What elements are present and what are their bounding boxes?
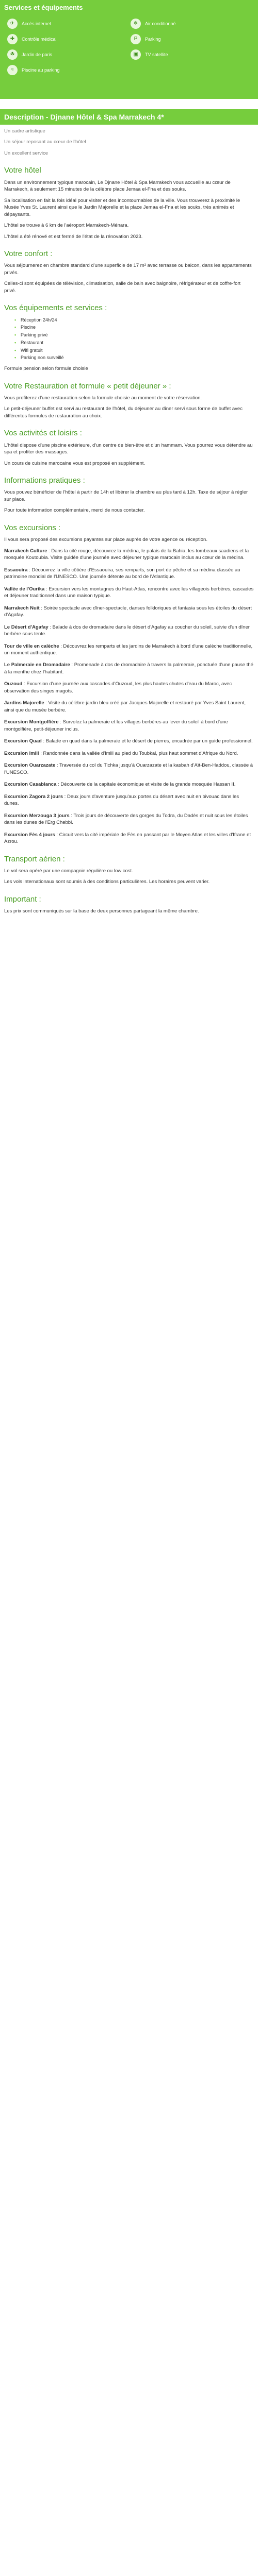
excursion-separator: : (41, 738, 46, 744)
excursion-item (4, 738, 254, 744)
excursion-name: Marrakech Culture (4, 548, 47, 554)
services-title: Services et équipements (0, 0, 258, 15)
tv-icon: ▣ (131, 49, 141, 60)
equipment-item: • Parking privé (14, 332, 254, 338)
excursion-separator: : (69, 812, 74, 819)
pension-line: Formule pension selon formule choisie (4, 366, 88, 372)
excursion-item (4, 681, 254, 694)
excursion-name: Excursion Montgolfière (4, 719, 59, 725)
excursion-item (4, 762, 254, 776)
equipment-item: • Restaurant (14, 340, 254, 346)
excursion-text: Circuit vers la cité impériale de Fès en passant par le Moyen Atlas et les villes d'Ifrane et Azrou. (4, 832, 251, 845)
excursion-separator: : (59, 643, 63, 649)
excursion-text: Survolez la palmeraie et les villages berbères au lever du soleil à bord d'une montgolfière, petit-déjeuner inclus. (4, 719, 228, 732)
equipment-item: • Piscine (14, 324, 254, 331)
excursion-item (4, 750, 254, 757)
excursion-text: Découvrez les remparts et les jardins de Marrakech à bord d'une calèche traditionnelle, un moment authentique. (4, 643, 253, 656)
excursion-separator: : (55, 762, 60, 769)
service-item (7, 19, 127, 29)
excursion-name: Essaouira (4, 567, 28, 573)
excursion-text: Excursion vers les montagnes du Haut-Atlas, rencontre avec les villageois berbères, cascades et déjeuner traditionnel dans une maison typique. (4, 586, 254, 599)
activities-text-2: Un cours de cuisine marocaine vous est proposé en supplément. (4, 460, 146, 466)
restauration-text-1: Vous profiterez d'une restauration selon la formule choisie au moment de votre réservation. (4, 395, 202, 401)
excursion-item (4, 624, 254, 638)
excursion-text: Randonnée dans la vallée d'Imlil au pied du Toubkal, plus haut sommet d'Afrique du Nord. (43, 750, 238, 756)
snowflake-icon: ❄ (131, 19, 141, 29)
excursion-item (4, 586, 254, 600)
excursion-item (4, 832, 254, 845)
service-label: Contrôle médical (22, 37, 57, 42)
car-icon: ✚ (7, 34, 18, 44)
intro-line-1: Un cadre artistique (4, 128, 45, 134)
service-label: Jardin de paris (22, 52, 53, 58)
service-label: TV satellite (145, 52, 168, 58)
excursion-text: Trois jours de découverte des gorges du Todra, du Dadès et nuit sous les étoiles dans les dunes de l'Erg Chebbi. (4, 812, 248, 826)
hotel-text-4: L'hôtel a été rénové et est fermé de l'état de la rénovation 2023. (4, 233, 143, 240)
excursion-separator: : (48, 624, 53, 630)
hotel-text-2: Sa localisation en fait la fois idéal pour visiter et des incontournables de la ville. Vous trouverez à proximité le Musée Yves St. Laurent ainsi que le Jardin Majorelle et la place Jemaa el-Fna et les souks, très animés et dépaysants. (4, 197, 240, 217)
excursion-text: Traversée du col du Tichka jusqu'à Ouarzazate et la kasbah d'Aït-Ben-Haddou, classée à l'UNESCO. (4, 762, 253, 775)
excursion-text: Découvrez la ville côtière d'Essaouira, ses remparts, son port de pêche et sa médina classée au patrimoine mondial de l'UNESCO. Une journée détente au bord de l'Atlantique. (4, 567, 240, 580)
services-panel (0, 0, 258, 99)
transport-text-2: Les vols internationaux sont soumis à des conditions particulières. Les horaires peuvent varier. (4, 879, 210, 885)
excursion-item (4, 605, 254, 619)
excursion-name: Ouzoud (4, 681, 23, 687)
excursion-separator: : (44, 700, 49, 706)
intro-line-3: Un excellent service (4, 150, 49, 156)
excursion-text: Promenade à dos de dromadaire à travers la palmeraie, ponctuée d'une pause thé à la menthe chez l'habitant. (4, 662, 253, 675)
excursion-separator: : (56, 782, 61, 788)
practical-text-2: Pour toute information complémentaire, merci de nous contacter. (4, 507, 145, 514)
hotel-text-3: L'hôtel se trouve à 6 km de l'aéroport Marrakech-Ménara. (4, 223, 129, 229)
excursion-separator: : (39, 750, 43, 756)
excursion-separator: : (27, 567, 32, 573)
excursion-name: Excursion Imlil (4, 750, 39, 756)
excursion-name: Excursion Fès 4 jours (4, 832, 55, 838)
restauration-text-2: Le petit-déjeuner buffet est servi au restaurant de l'hôtel, du déjeuner au dîner servi sous forme de buffet avec différentes formules de restauration au choix. (4, 406, 243, 419)
restauration-title: Votre Restauration et formule « petit déjeuner » : (4, 381, 171, 391)
service-item (131, 19, 251, 29)
excursion-text: Visite du célèbre jardin bleu créé par Jacques Majorelle et restauré par Yves Saint Laurent, ainsi que du musée berbère. (4, 700, 246, 713)
service-item (7, 65, 127, 75)
practical-text: Vous pouvez bénéficier de l'hôtel à partir de 14h et libérer la chambre au plus tard à 12h. Taxe de séjour à régler sur place. (4, 489, 248, 502)
activities-text: L'hôtel dispose d'une piscine extérieure, d'un centre de bien-être et d'un hammam. Vous pourrez vous détendre au spa et profiter des massages. (4, 442, 253, 455)
service-item (7, 34, 127, 44)
excursion-item (4, 781, 254, 788)
wifi-icon: ☘ (7, 49, 18, 60)
comfort-text-1: Vous séjournerez en chambre standard d'une superficie de 17 m² avec terrasse ou balcon, dans les appartements privés. (4, 263, 252, 276)
excursion-name: Excursion Casablanca (4, 782, 57, 788)
service-item (131, 34, 251, 44)
excursion-name: Le Palmeraie en Dromadaire (4, 662, 70, 668)
excursion-item (4, 662, 254, 675)
excursion-name: Marrakech Nuit (4, 605, 40, 611)
excursions-intro: Il vous sera proposé des excursions payantes sur place auprès de votre agence ou réception. (4, 537, 207, 543)
equipment-list (4, 317, 254, 362)
excursion-text: Dans la cité rouge, découvrez la médina, le palais de la Bahia, les tombeaux saadiens et la mosquée Koutoubia. Visite guidée d'une journée avec déjeuner typique marocain inclus au cœur de la médina. (4, 548, 249, 561)
intro-line-2: Un séjour reposant au cœur de l'hôtel (4, 139, 86, 145)
excursion-separator: : (44, 586, 49, 592)
activities-title: Vos activités et loisirs : (4, 429, 82, 438)
practical-title: Informations pratiques : (4, 476, 85, 485)
excursion-separator: : (22, 681, 27, 687)
excursion-item (4, 548, 254, 562)
service-label: Parking (145, 37, 161, 42)
excursion-item (4, 567, 254, 581)
service-label: Accès internet (22, 21, 52, 27)
excursion-item (4, 700, 254, 714)
important-title: Important : (4, 894, 41, 904)
excursion-separator: : (63, 793, 67, 800)
equipment-item: • Réception 24h/24 (14, 317, 254, 324)
hotel-text-1: Dans un environnement typique marocain, Le Djnane Hôtel & Spa Marrakech vous accueille au cœur de Marrakech, à seulement 15 minutes de la célèbre place Jemaa el-Fna et des souks. (4, 179, 231, 193)
description-bar: Description - Djnane Hôtel & Spa Marrakech 4* (0, 109, 258, 125)
excursion-text: Balade en quad dans la palmeraie et le désert de pierres, encadrée par un guide professionnel. (45, 738, 253, 744)
transport-title: Transport aérien : (4, 854, 65, 863)
excursions-title: Vos excursions : (4, 523, 61, 532)
excursion-name: Excursion Zagora 2 jours (4, 793, 63, 800)
equipment-title: Vos équipements et services : (4, 303, 107, 313)
excursion-separator: : (39, 605, 44, 611)
service-item (7, 49, 127, 60)
excursion-item (4, 793, 254, 807)
excursion-text: Excursion d'une journée aux cascades d'Ouzoud, les plus hautes chutes d'eau du Maroc, avec observation des singes magots. (4, 681, 232, 694)
services-grid (0, 15, 258, 75)
excursion-text: Balade à dos de dromadaire dans le désert d'Agafay au coucher du soleil, suivie d'un dîner berbère sous tente. (4, 624, 250, 637)
equipment-item: • Parking non surveillé (14, 354, 254, 361)
excursion-separator: : (70, 662, 74, 668)
excursion-text: Soirée spectacle avec dîner-spectacle, danses folkloriques et fantasia sous les étoiles du désert d'Agafay. (4, 605, 252, 618)
transport-text: Le vol sera opéré par une compagnie régulière ou low cost. (4, 868, 133, 874)
excursion-name: Tour de ville en calèche (4, 643, 59, 649)
parking-icon: P (131, 34, 141, 44)
excursion-text: Deux jours d'aventure jusqu'aux portes du désert avec nuit en bivouac dans les dunes. (4, 793, 239, 807)
excursion-separator: : (47, 548, 52, 554)
important-text: Les prix sont communiqués sur la base de deux personnes partageant la même chambre. (4, 908, 199, 914)
excursion-name: Le Désert d'Agafay (4, 624, 49, 630)
hotel-title: Votre hôtel (4, 166, 41, 175)
excursion-name: Vallée de l'Ourika (4, 586, 45, 592)
service-label: Air conditionné (145, 21, 176, 27)
plane-icon: ✈ (7, 19, 18, 29)
excursion-separator: : (58, 719, 63, 725)
excursion-separator: : (55, 832, 59, 838)
comfort-text-2: Celles-ci sont équipées de télévision, climatisation, salle de bain avec baignoire, réfrigérateur et de coffre-fort privé. (4, 281, 241, 294)
excursion-item (4, 643, 254, 657)
excursions-list (4, 548, 254, 845)
excursion-name: Jardins Majorelle (4, 700, 44, 706)
equipment-item: • Wifi gratuit (14, 347, 254, 354)
comfort-title: Votre confort : (4, 249, 53, 259)
excursion-item (4, 812, 254, 826)
excursion-item (4, 719, 254, 733)
service-label: Piscine au parking (22, 67, 60, 73)
excursion-name: Excursion Ouarzazate (4, 762, 56, 769)
pool-icon: ≈ (7, 65, 18, 75)
service-item (131, 49, 251, 60)
excursion-name: Excursion Quad (4, 738, 42, 744)
excursion-text: Découverte de la capitale économique et visite de la grande mosquée Hassan II. (60, 782, 236, 788)
description-content (0, 125, 258, 922)
excursion-name: Excursion Merzouga 3 jours (4, 812, 70, 819)
